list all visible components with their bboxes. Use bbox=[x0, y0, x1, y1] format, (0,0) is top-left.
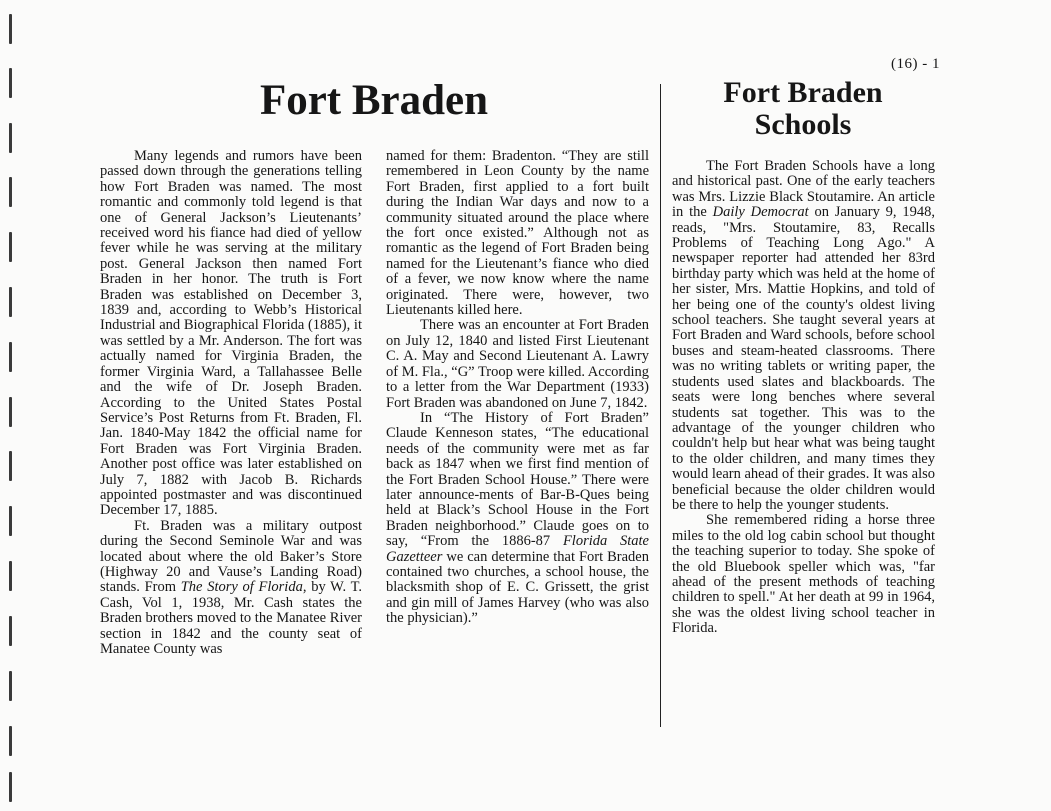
page-number: (16) - 1 bbox=[891, 56, 940, 72]
binder-mark bbox=[9, 397, 12, 427]
binder-mark bbox=[9, 14, 12, 44]
fort-braden-column-1 bbox=[100, 149, 362, 657]
paragraph: She remembered riding a horse three miles to the old log cabin school but thought the teaching superior to today. She spoke of the old Bluebook speller which was, "far ahead of the present methods of teaching children to spell." At her death at 99 in 1964, she was the oldest living school teacher in Florida. bbox=[672, 512, 935, 637]
title-line: Schools bbox=[754, 108, 852, 141]
binder-mark bbox=[9, 451, 12, 481]
binder-mark bbox=[9, 68, 12, 98]
binder-mark bbox=[9, 506, 12, 536]
binder-mark bbox=[9, 342, 12, 372]
schools-column bbox=[672, 159, 935, 637]
binder-hole-marks bbox=[9, 0, 15, 811]
publication-title: Florida State Gazetteer bbox=[386, 533, 649, 565]
column-divider bbox=[660, 84, 661, 727]
binder-mark bbox=[9, 671, 12, 701]
paragraph: Ft. Braden was a military outpost during the Second Seminole War and was located about where the old Baker’s Store (Highway 20 and Vause’s Landing Road) stands. From The Story of Florida, by W. T. Cash, Vol 1, 1938, Mr. Cash states the Braden brothers moved to the Manatee River section in 1842 and the county seat of Manatee County was bbox=[100, 517, 362, 657]
binder-mark bbox=[9, 726, 12, 756]
paragraph: The Fort Braden Schools have a long and historical past. One of the early teachers was Mrs. Lizzie Black Stoutamire. An article in the Daily Democrat on January 9, 1948, reads, "Mrs. Stoutamire, 83, Recalls Problems of Teaching Long Ago." A newspaper reporter had attended her 83rd birthday party which was held at the home of her sister, Mrs. Mattie Hopkins, and told of her being one of the county's oldest living school teachers. She taught several years at Fort Braden and Ward schools, before school buses and steam-heated classrooms. There was no writing tablets or writing paper, the students used slates and blackboards. The seats were long benches where several students sat together. This was to the advantage of the younger children who couldn't help but hear what was being taught to the older children, and many times they would learn ahead of their grades. It was also beneficial because the older children would be there to help the younger students. bbox=[672, 158, 935, 513]
binder-mark bbox=[9, 772, 12, 802]
binder-mark bbox=[9, 616, 12, 646]
newspaper-title: Daily Democrat bbox=[712, 204, 809, 221]
book-title: The Story of Florida bbox=[180, 579, 303, 596]
paragraph: There was an encounter at Fort Braden on July 12, 1840 and listed First Lieutenant C. A. May and Second Lieutenant A. Lawry of M. Fla., “G” Troop were killed. According to a letter from the War Department (1933) Fort Braden was abandoned on June 7, 1842. bbox=[386, 317, 649, 411]
title-line: Fort Braden bbox=[723, 76, 883, 109]
fort-braden-column-2 bbox=[386, 149, 649, 627]
paragraph: Many legends and rumors have been passed down through the generations telling how Fort Braden was named. The most romantic and commonly told legend is that one of General Jackson’s Lieutenants’ received word his fiance had died of yellow fever while he was serving at the military post. General Jackson then named Fort Braden in her honor. The truth is Fort Braden was established on December 3, 1839 and, according to Webb’s Historical Industrial and Biographical Florida (1885), it was settled by a Mr. Anderson. The fort was actually named for Virginia Braden, the former Virginia Ward, a Tallahassee Belle and the wife of Dr. Joseph Braden. According to the United States Postal Service’s Post Returns from Ft. Braden, Fl. Jan. 1840-May 1842 the official name for Fort Braden was Fort Virginia Braden. Another post office was later established on July 7, 1882 with Jacob B. Richards appointed postmaster and was discontinued December 17, 1885. bbox=[100, 148, 362, 519]
article-title-fort-braden: Fort Braden bbox=[259, 77, 489, 124]
article-title-fort-braden-schools bbox=[672, 77, 934, 141]
binder-mark bbox=[9, 232, 12, 262]
paragraph: named for them: Bradenton. “They are still remembered in Leon County by the name Fort Braden, first applied to a fort built during the Indian War days and now to a community situated around the place where the fort once existed.” Although not as romantic as the legend of Fort Braden being named for the Lieutenant’s fiance who died of a fever, we now know where the name originated. There were, however, two Lieutenants killed here. bbox=[386, 148, 649, 319]
binder-mark bbox=[9, 177, 12, 207]
binder-mark bbox=[9, 123, 12, 153]
paragraph: In “The History of Fort Braden” Claude Kenneson states, “The educational needs of the community were met as far back as 1847 when we first find mention of the Fort Braden School House.” There were later announce-ments of Bar-B-Ques being held at Black’s School House in the Fort Braden neighborhood.” Claude goes on to say, “From the 1886-87 Florida State Gazetteer we can determine that Fort Braden contained two churches, a school house, the blacksmith shop of E. C. Grissett, the grist and gin mill of James Harvey (who was also the physician).” bbox=[386, 409, 649, 627]
binder-mark bbox=[9, 287, 12, 317]
binder-mark bbox=[9, 561, 12, 591]
